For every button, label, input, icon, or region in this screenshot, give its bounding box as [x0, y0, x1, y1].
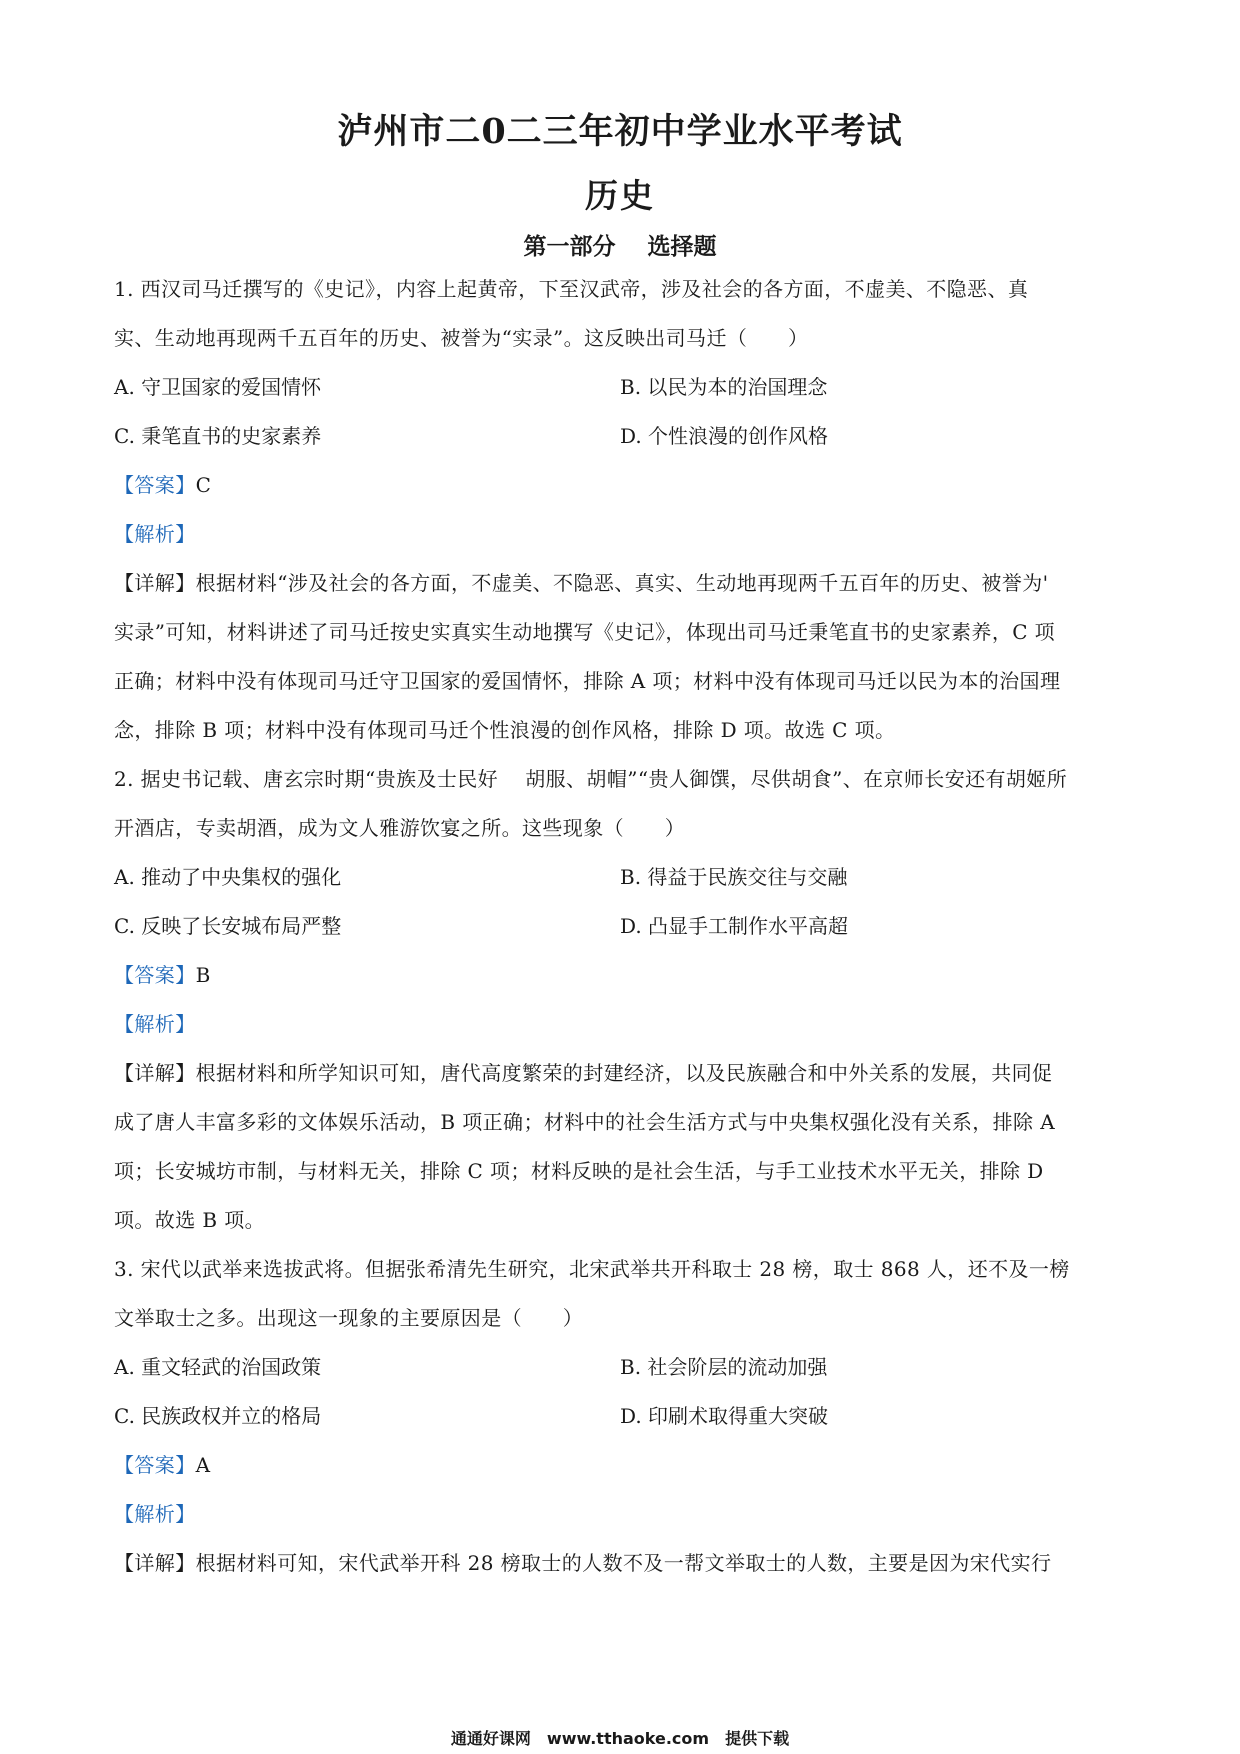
- question-stem-line: 3. 宋代以武举来选拔武将。但据张希清先生研究，北宋武举共开科取士 28 榜，取士 868 人，还不及一榜: [114, 1257, 1070, 1281]
- question-stem-line: 实、生动地再现两千五百年的历史、被誉为“实录”。这反映出司马迁（ ）: [114, 326, 809, 350]
- detail-line: 项；长安城坊市制，与材料无关，排除 C 项；材料反映的是社会生活，与手工业技术水平无关，排除 D: [114, 1159, 1044, 1183]
- subject-title: 历史: [585, 176, 655, 215]
- question-stem-line: 开酒店，专卖胡酒，成为文人雅游饮宴之所。这些现象（ ）: [114, 816, 686, 840]
- options-row: [114, 907, 1130, 956]
- answer-tag: 【答案】: [114, 1453, 196, 1477]
- detail-tag: 【详解】: [114, 1061, 196, 1085]
- analysis-line: [114, 515, 1130, 564]
- question-stem-line: 1. 西汉司马迁撰写的《史记》，内容上起黄帝，下至汉武帝，涉及社会的各方面，不虚美、不隐恶、真: [114, 277, 1029, 301]
- detail-line: 念，排除 B 项；材料中没有体现司马迁个性浪漫的创作风格，排除 D 项。故选 C 项。: [114, 718, 896, 742]
- options-row: [114, 1397, 1130, 1446]
- question-2: [114, 760, 1130, 1250]
- option-c: C. 民族政权并立的格局: [114, 1404, 322, 1428]
- detail-line: [114, 1544, 1130, 1593]
- detail-tag: 【详解】: [114, 571, 196, 595]
- option-c: C. 秉笔直书的史家素养: [114, 424, 322, 448]
- answer-value: C: [195, 473, 212, 497]
- analysis-tag: 【解析】: [114, 1502, 196, 1526]
- options-row: [114, 368, 1130, 417]
- answer-tag: 【答案】: [114, 963, 196, 987]
- option-a: A. 推动了中央集权的强化: [114, 865, 342, 889]
- option-d: D. 个性浪漫的创作风格: [620, 424, 829, 448]
- option-b: B. 社会阶层的流动加强: [620, 1355, 828, 1379]
- option-a: A. 守卫国家的爱国情怀: [114, 375, 322, 399]
- answer-value: B: [195, 963, 211, 987]
- answer-line: [114, 956, 1130, 1005]
- options-row: [114, 858, 1130, 907]
- option-c: C. 反映了长安城布局严整: [114, 914, 342, 938]
- option-b: B. 以民为本的治国理念: [620, 375, 828, 399]
- questions-content: [114, 270, 1130, 1593]
- detail-line: 实录”可知，材料讲述了司马迁按史实真实生动地撰写《史记》，体现出司马迁秉笔直书的史家素养，C 项: [114, 620, 1056, 644]
- analysis-line: [114, 1005, 1130, 1054]
- analysis-tag: 【解析】: [114, 1012, 196, 1036]
- section-type: 选择题: [647, 233, 717, 260]
- options-row: [114, 1348, 1130, 1397]
- question-stem-line: 2. 据史书记载、唐玄宗时期“贵族及士民好 胡服、胡帽”“贵人御馔，尽供胡食”、在京师长安还有胡姬所: [114, 767, 1068, 791]
- analysis-tag: 【解析】: [114, 522, 196, 546]
- exam-title: 泸州市二0二三年初中学业水平考试: [337, 111, 903, 152]
- answer-line: [114, 1446, 1130, 1495]
- footer-source: 通通好课网 www.tthaoke.com 提供下载: [450, 1729, 790, 1748]
- detail-line: [114, 564, 1130, 613]
- answer-tag: 【答案】: [114, 473, 196, 497]
- detail-text: 根据材料可知，宋代武举开科 28 榜取士的人数不及一帮文举取士的人数，主要是因为宋代实行: [195, 1551, 1052, 1575]
- detail-tag: 【详解】: [114, 1551, 196, 1575]
- detail-text: 根据材料和所学知识可知，唐代高度繁荣的封建经济，以及民族融合和中外关系的发展，共同促: [195, 1061, 1053, 1085]
- detail-line: 项。故选 B 项。: [114, 1208, 266, 1232]
- option-a: A. 重文轻武的治国政策: [114, 1355, 322, 1379]
- detail-line: 正确；材料中没有体现司马迁守卫国家的爱国情怀，排除 A 项；材料中没有体现司马迁以民为本的治国理: [114, 669, 1061, 693]
- question-stem-line: 文举取士之多。出现这一现象的主要原因是（ ）: [114, 1306, 584, 1330]
- answer-value: A: [195, 1453, 211, 1477]
- detail-line: 成了唐人丰富多彩的文体娱乐活动，B 项正确；材料中的社会生活方式与中央集权强化没有关系，排除 A: [114, 1110, 1056, 1134]
- options-row: [114, 417, 1130, 466]
- option-b: B. 得益于民族交往与交融: [620, 865, 848, 889]
- analysis-line: [114, 1495, 1130, 1544]
- section-title: [0, 228, 1240, 261]
- detail-line: [114, 1054, 1130, 1103]
- option-d: D. 印刷术取得重大突破: [620, 1404, 829, 1428]
- question-1: [114, 270, 1130, 760]
- question-3: [114, 1250, 1130, 1593]
- option-d: D. 凸显手工制作水平高超: [620, 914, 849, 938]
- answer-line: [114, 466, 1130, 515]
- detail-text: 根据材料“涉及社会的各方面，不虚美、不隐恶、真实、生动地再现两千五百年的历史、被誉为': [195, 571, 1049, 595]
- section-part: 第一部分: [523, 233, 616, 260]
